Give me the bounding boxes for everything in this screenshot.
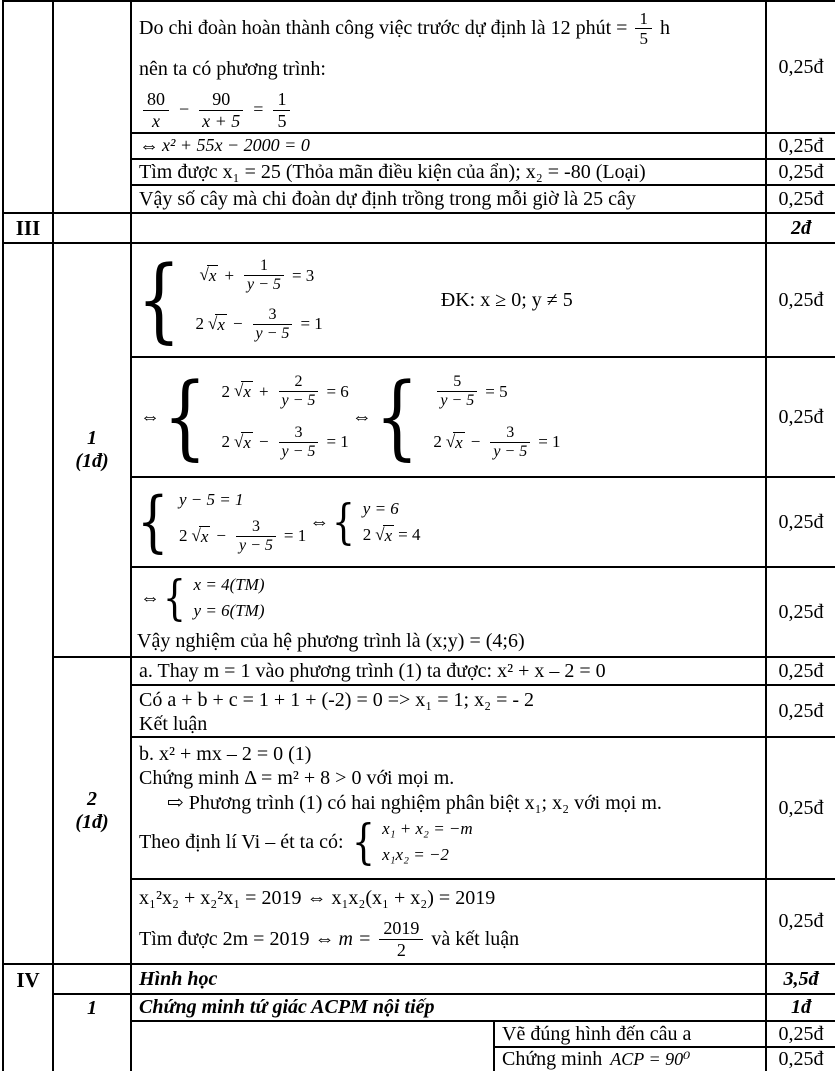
subquestion-iv1-label-cell: 1 [52,993,130,1071]
sqrt-x: √ x [208,313,225,334]
question-iii-points-cell: 2đ [765,212,835,242]
points-cell: 0,25đ [765,184,835,212]
part-a-text: a. Thay m = 1 vào phương trình (1) ta được: x² + x – 2 = 0 [139,659,606,682]
geometry-title-cell: Hình học [130,963,765,993]
points-cell: 0,25đ [765,878,835,963]
sqrt-x: √ x [234,431,251,452]
iff-symbol: ⇔ [309,510,330,533]
system-transformed-a [163,362,349,470]
points-cell: 0,25đ [765,1046,835,1071]
fraction-1-5: $\frac{1}{5}$ [273,89,290,130]
part-a-cell [130,656,765,684]
sqrt-x: √ x [375,524,393,545]
two-roots-statement: ⇨ Phương trình (1) có hai nghiệm phân biệt x₁; x₂ với mọi m. [167,791,662,814]
system-reduced-a [137,482,307,560]
points-cell: 0,25đ [765,684,835,736]
system-original [137,245,323,353]
equation-line: 2 √ x + $\frac{2}{y - 5}$ = 6 [221,373,349,410]
part-b-cell [130,736,765,878]
system-step4-cell [130,566,765,656]
viet-theorem-line: Theo định lí Vi – ét ta có: { x₁ + x₂ = −m x₁x₂ = −2 [139,814,473,870]
figure-area-cell [130,1020,493,1071]
col1-top-empty-cell [2,0,52,212]
symmetric-equation: x₁²x₂ + x₂²x₁ = 2019 ⇔ x₁x₂(x₁ + x₂) = 2019 [139,887,496,909]
equation-line: y = 6(TM) [193,601,265,621]
right-arrow-icon: ⇨ [167,791,184,814]
equation-line: 2 √ x − $\frac{3}{y - 5}$ = 1 [221,424,349,460]
left-brace: { [137,482,169,560]
sqrt-x: √ x [234,381,251,402]
fraction: $\frac{2}{y - 5}$ [279,373,319,410]
viet-system [351,814,473,870]
points-cell: 0,25đ [765,566,835,656]
points-cell: 0,25đ [765,356,835,476]
question-iv-subcell [52,963,130,993]
left-brace: { [163,569,186,626]
quadratic-equation: x² + 55x − 2000 = 0 [162,135,310,156]
points-cell: 0,25đ [765,736,835,878]
solution-setup-cell [130,0,765,132]
conclusion-text: Vậy số cây mà chi đoàn dự định trồng trong mỗi giờ là 25 cây [139,187,636,210]
question-iii-subcell [52,212,130,242]
system-solution [163,569,265,626]
left-brace: { [163,362,207,470]
fraction-80-x: $\frac{80}{x}$ [143,89,169,130]
points-cell: 0,25đ [765,0,835,132]
part-b-equation: b. x² + mx – 2 = 0 (1) [139,743,312,765]
angle-acp-math: ACP = 90⁰ [610,1048,691,1069]
points-cell: 0,25đ [765,242,835,356]
fraction-one-fifth: $\frac{1}{5}$ [635,9,652,48]
draw-figure-cell: Vẽ đúng hình đến câu a [493,1020,765,1046]
question-iv-points-cell: 3,5đ [765,963,835,993]
roots-text: Tìm được x₁ = 25 (Thỏa mãn điều kiện của ẩn); x₂ = -80 (Loại) [139,160,646,183]
iv1-title-cell: Chứng minh tứ giác ACPM nội tiếp [130,993,765,1020]
setup-line1-unit: h [659,17,670,40]
domain-condition: ĐK: x ≥ 0; y ≠ 5 [440,288,573,311]
iv1-points-cell: 1đ [765,993,835,1020]
setup-line1-text: Do chi đoàn hoàn thành công việc trước dự định là 12 phút = [139,17,628,40]
subquestion-1-label-cell: 1 (1đ) [52,242,130,656]
points-cell: 0,25đ [765,476,835,566]
roots-cell [130,158,765,184]
ket-luan-text: Kết luận [139,713,208,736]
setup-line1 [139,9,670,48]
equation-line: 2 √ x − $\frac{3}{y - 5}$ = 1 [433,424,561,460]
question-iv-label-cell: IV [2,963,52,1071]
minus-sign: − [179,99,190,120]
sqrt-x: √ x [445,431,463,452]
delta-proof: Chứng minh Δ = m² + 8 > 0 với mọi m. [139,767,455,790]
system-step2-cell [130,356,765,476]
col1-iii-empty-cell [2,242,52,963]
left-brace: { [351,814,375,870]
points-cell: 0,25đ [765,132,835,158]
iff-symbol: ⇔ [140,586,160,609]
points-cell: 0,25đ [765,656,835,684]
find-m-line: Tìm được 2m = 2019 ⇔ m = $\frac{2019}{2}$ và kết luận [139,918,520,960]
system-step1-cell [130,242,765,356]
equation-line: x₁x₂ = −2 [382,844,449,864]
equation-line: 2 √ x − $\frac{3}{y - 5}$ = 1 [195,306,323,342]
subquestion-2-label-cell: 2 (1đ) [52,656,130,963]
equation-line: y = 6 [362,498,399,518]
abc-rule-text: Có a + b + c = 1 + 1 + (-2) = 0 => x₁ = 1; x₂ = - 2 [139,689,535,711]
equation-line: √ x + $\frac{1}{y - 5}$ = 3 [199,257,315,294]
equation-line: 2 √ x − $\frac{3}{y - 5}$ = 1 [179,517,307,554]
question-iii-content-cell [130,212,765,242]
fraction: $\frac{3}{y - 5}$ [279,424,319,461]
points-cell: 0,25đ [765,1020,835,1046]
prove-angle-cell: Chứng minh ACP = 90⁰ [493,1046,765,1071]
fraction-90-x5: $\frac{90}{x + 5}$ [199,89,243,130]
equation-line: x₁ + x₂ = −m [382,819,473,839]
equals-sign: = [253,99,264,120]
question-iii-label-cell: III [2,212,52,242]
part-a-roots-cell [130,684,765,736]
left-brace: { [374,362,419,470]
fraction-2019-2: $\frac{2019}{2}$ [379,918,423,959]
quadratic-equation-cell [130,132,765,158]
col2-top-empty-cell [52,0,130,212]
equation-line: $\frac{5}{y - 5}$ = 5 [433,373,560,410]
fraction: $\frac{3}{y - 5}$ [490,424,530,461]
fraction: $\frac{3}{y - 5}$ [236,518,276,555]
find-m-cell [130,878,765,963]
fraction: $\frac{5}{y - 5}$ [437,373,477,410]
equation-line: 2 √ x = 4 [362,524,421,545]
system-transformed-b [374,362,561,470]
equation-line: x = 4(TM) [193,575,265,595]
conclusion-cell [130,184,765,212]
fraction: $\frac{1}{y - 5}$ [244,257,284,294]
system-reduced-b [332,493,421,550]
left-brace: { [332,493,356,550]
sqrt-x: √ x [199,265,217,286]
points-cell: 0,25đ [765,158,835,184]
fraction: $\frac{3}{y - 5}$ [253,306,293,343]
setup-line2: nên ta có phương trình: [139,58,326,81]
system-conclusion: Vậy nghiệm của hệ phương trình là (x;y) = (4;6) [137,629,525,652]
iff-symbol: ⇔ [139,134,159,157]
main-equation [139,89,294,130]
equation-line: y − 5 = 1 [179,489,244,509]
system-step3-cell [130,476,765,566]
sqrt-x: √ x [191,525,209,546]
iff-symbol: ⇔ [351,405,372,428]
left-brace: { [137,245,181,353]
iff-symbol: ⇔ [140,405,160,428]
